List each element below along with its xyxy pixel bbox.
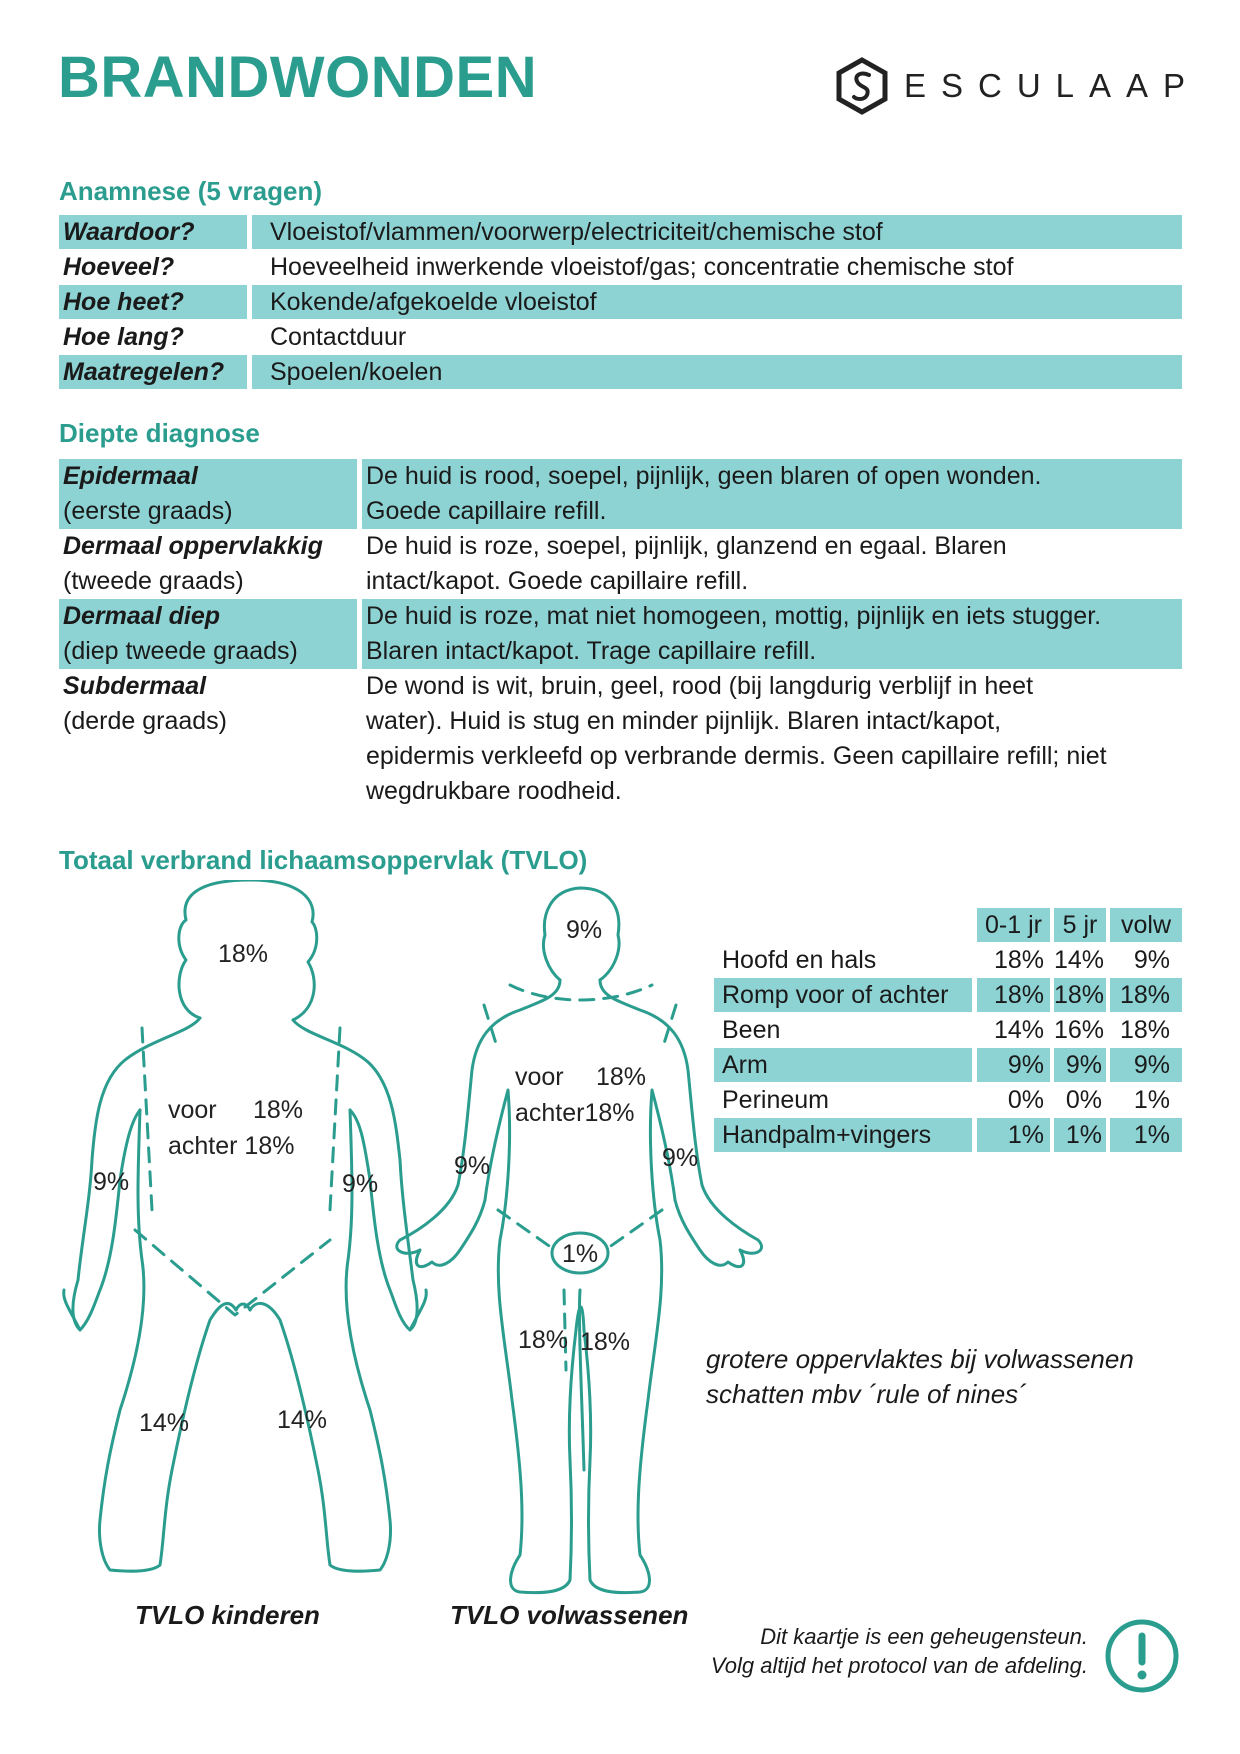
table-row-label: Arm — [714, 1048, 972, 1082]
adult-perineum-pct: 1% — [562, 1240, 599, 1268]
diepte-row — [59, 459, 1182, 529]
anamnese-question: Hoe heet? — [59, 285, 247, 319]
diepte-description-line: De huid is rood, soepel, pijnlijk, geen blaren of open wonden. — [366, 462, 1042, 490]
table-cell: 18% — [977, 978, 1050, 1012]
adult-caption: TVLO volwassenen — [450, 1600, 689, 1630]
table-cell: 16% — [1054, 1016, 1105, 1044]
table-cell: 18% — [1110, 978, 1182, 1012]
child-caption: TVLO kinderen — [135, 1600, 320, 1630]
diepte-description-line: De huid is roze, mat niet homogeen, mottig, pijnlijk en iets stugger. — [366, 602, 1102, 630]
child-trunk-front-pct: 18% — [253, 1096, 304, 1124]
table-cell: 1% — [1054, 1118, 1106, 1152]
adult-leg-right-pct: 18% — [580, 1328, 631, 1356]
table-cell: 18% — [1119, 1016, 1170, 1044]
footer-line: Dit kaartje is een geheugensteun. — [760, 1624, 1088, 1649]
child-trunk-back-label: achter 18% — [168, 1132, 295, 1160]
adult-head-pct: 9% — [566, 916, 603, 944]
table-cell: 9% — [1133, 946, 1170, 974]
table-row-label: Romp voor of achter — [714, 978, 972, 1012]
diepte-description-line: water). Huid is stug en minder pijnlijk. Blaren intact/kapot, — [366, 707, 1002, 735]
child-trunk-front-label: voor — [168, 1096, 217, 1124]
child-leg-left-pct: 14% — [139, 1409, 190, 1437]
adult-trunk-back-label: achter18% — [515, 1099, 635, 1127]
anamnese-answer: Contactduur — [270, 323, 407, 351]
diepte-name: Dermaal oppervlakkig — [63, 532, 323, 560]
child-body-outline — [64, 880, 427, 1571]
rule-of-nines-note — [706, 1342, 1134, 1412]
child-dashed-boundaries — [135, 1028, 340, 1315]
table-cell: 0% — [1065, 1086, 1102, 1114]
note-line: schatten mbv ´rule of nines´ — [706, 1379, 1027, 1409]
anamnese-answer: Kokende/afgekoelde vloeistof — [252, 285, 1182, 319]
table-cell: 1% — [1110, 1118, 1182, 1152]
table-cell: 18% — [993, 946, 1044, 974]
diepte-description-line: epidermis verkleefd op verbrande dermis. Geen capillaire refill; niet — [366, 742, 1107, 770]
anamnese-heading: Anamnese (5 vragen) — [59, 176, 322, 206]
table-row-label: Handpalm+vingers — [714, 1118, 972, 1152]
table-row-label: Perineum — [722, 1086, 829, 1114]
brand-logo — [836, 56, 1200, 116]
table-cell: 0% — [1007, 1086, 1044, 1114]
diepte-degree: (eerste graads) — [63, 497, 233, 525]
table-cell: 9% — [1054, 1048, 1106, 1082]
child-head-pct: 18% — [218, 940, 269, 968]
diepte-description-line: intact/kapot. Goede capillaire refill. — [366, 567, 749, 595]
adult-arm-left-pct: 9% — [454, 1152, 491, 1180]
diepte-row — [59, 599, 1182, 669]
diepte-name: Subdermaal — [63, 672, 207, 700]
diepte-degree: (diep tweede graads) — [63, 637, 298, 665]
child-arm-left-pct: 9% — [93, 1168, 130, 1196]
anamnese-question: Hoe lang? — [63, 323, 184, 351]
table-cell: 9% — [1110, 1048, 1182, 1082]
diepte-row — [59, 529, 1182, 599]
child-leg-right-pct: 14% — [277, 1406, 328, 1434]
diepte-description-line: Goede capillaire refill. — [366, 497, 607, 525]
anamnese-row — [59, 285, 1182, 319]
note-line: grotere oppervlaktes bij volwassenen — [706, 1344, 1134, 1374]
anamnese-question: Waardoor? — [59, 215, 247, 249]
diepte-name: Epidermaal — [63, 462, 198, 490]
adult-arm-right-pct: 9% — [662, 1144, 699, 1172]
table-cell: 9% — [977, 1048, 1050, 1082]
footer-disclaimer — [640, 1622, 1088, 1680]
table-row-label: Hoofd en hals — [722, 946, 877, 974]
diepte-name: Dermaal diep — [63, 602, 221, 630]
exclamation-circle-icon — [1104, 1618, 1180, 1694]
diepte-degree: (tweede graads) — [63, 567, 244, 595]
diepte-description-line: wegdrukbare roodheid. — [366, 777, 622, 805]
diepte-description-line: De huid is roze, soepel, pijnlijk, glanzend en egaal. Blaren — [366, 532, 1007, 560]
page-title: BRANDWONDEN — [58, 45, 538, 110]
child-arm-right-pct: 9% — [342, 1170, 379, 1198]
anamnese-question: Hoeveel? — [63, 253, 175, 281]
table-header: volw — [1110, 908, 1182, 942]
table-cell: 18% — [1054, 978, 1106, 1012]
table-cell: 1% — [977, 1118, 1050, 1152]
diepte-row — [59, 669, 1182, 809]
anamnese-row — [59, 250, 1182, 284]
anamnese-question: Maatregelen? — [59, 355, 247, 389]
diepte-description-line: De wond is wit, bruin, geel, rood (bij langdurig verblijf in heet — [366, 672, 1034, 700]
anamnese-answer: Hoeveelheid inwerkende vloeistof/gas; concentratie chemische stof — [270, 253, 1014, 281]
footer-line: Volg altijd het protocol van de afdeling. — [710, 1653, 1088, 1678]
anamnese-row — [59, 355, 1182, 389]
brand-name: ESCULAAP — [904, 67, 1201, 104]
table-cell: 14% — [993, 1016, 1044, 1044]
tvlo-heading: Totaal verbrand lichaamsoppervlak (TVLO) — [59, 845, 588, 875]
anamnese-row — [59, 320, 1182, 354]
table-header: 0-1 jr — [977, 908, 1050, 942]
anamnese-answer: Spoelen/koelen — [252, 355, 1182, 389]
table-cell: 1% — [1133, 1086, 1170, 1114]
anamnese-row — [59, 215, 1182, 249]
table-cell: 14% — [1054, 946, 1105, 974]
diepte-description-line: Blaren intact/kapot. Trage capillaire refill. — [366, 637, 817, 665]
table-header: 5 jr — [1054, 908, 1106, 942]
esculaap-logo-icon — [836, 57, 888, 115]
body-figures — [0, 880, 780, 1620]
adult-leg-left-pct: 18% — [518, 1326, 569, 1354]
adult-trunk-front-label: voor — [515, 1063, 564, 1091]
adult-trunk-front-pct: 18% — [596, 1063, 647, 1091]
diepte-degree: (derde graads) — [63, 707, 227, 735]
table-row-label: Been — [722, 1016, 781, 1044]
anamnese-answer: Vloeistof/vlammen/voorwerp/electriciteit/chemische stof — [252, 215, 1182, 249]
diepte-heading: Diepte diagnose — [59, 418, 260, 448]
